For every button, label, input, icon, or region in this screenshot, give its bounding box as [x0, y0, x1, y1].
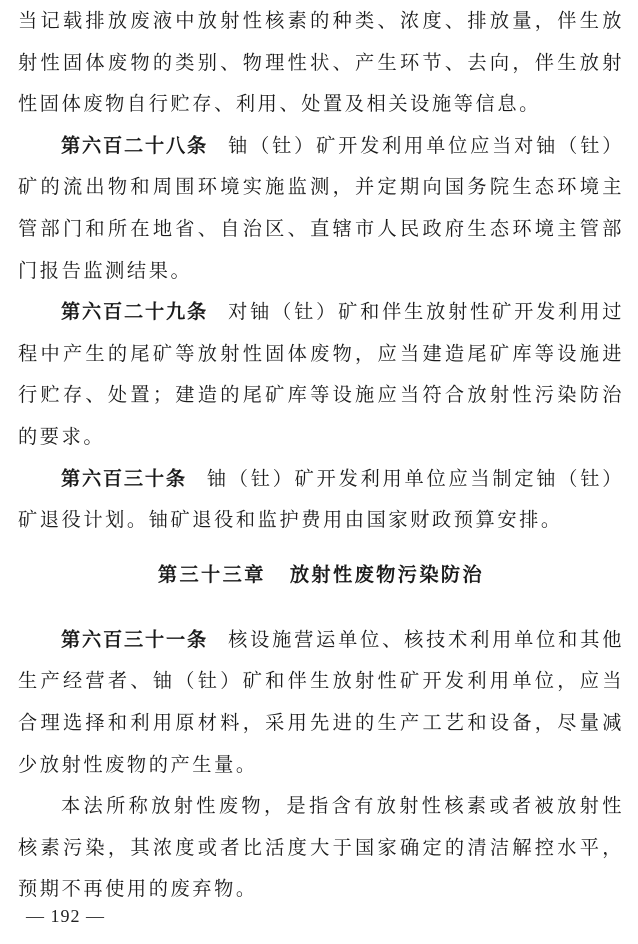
article-text: 核设施营运单位、核技术利用单位和其他生产经营者、铀（钍）矿和伴生放射性矿开发利用单位，应当合理选择和利用原材料，采用先进的生产工艺和设备，尽量减少放射性废物的产生量。 — [18, 627, 624, 776]
article-text: 铀（钍）矿开发利用单位应当对铀（钍）矿的流出物和周围环境实施监测，并定期向国务院生态环境主管部门和所在地省、自治区、直辖市人民政府生态环境主管部门报告监测结果。 — [18, 133, 624, 282]
article-number: 第六百二十八条 — [61, 133, 209, 157]
article-text: 对铀（钍）矿和伴生放射性矿开发利用过程中产生的尾矿等放射性固体废物，应当建造尾矿库等设施进行贮存、处置；建造的尾矿库等设施应当符合放射性污染防治的要求。 — [18, 300, 624, 448]
article-629 — [18, 291, 624, 457]
chapter-heading — [18, 555, 624, 595]
article-628 — [18, 125, 624, 291]
article-number: 第六百三十一条 — [61, 627, 209, 651]
article-630 — [18, 458, 624, 541]
paragraph-definition: 本法所称放射性废物，是指含有放射性核素或者被放射性核素污染，其浓度或者比活度大于国家确定的清洁解控水平，预期不再使用的废弃物。 — [18, 794, 624, 901]
article-number: 第六百三十条 — [61, 466, 187, 490]
page-body — [18, 0, 624, 910]
article-text: 铀（钍）矿开发利用单位应当制定铀（钍）矿退役计划。铀矿退役和监护费用由国家财政预算安排。 — [18, 466, 624, 532]
article-631 — [18, 619, 624, 785]
chapter-number: 第三十三章 — [157, 562, 266, 586]
page-number: — 192 — — [26, 906, 105, 926]
paragraph-continuation: 当记载排放废液中放射性核素的种类、浓度、排放量，伴生放射性固体废物的类别、物理性状、产生环节、去向，伴生放射性固体废物自行贮存、利用、处置及相关设施等信息。 — [18, 9, 624, 116]
article-number: 第六百二十九条 — [61, 300, 209, 324]
chapter-title: 放射性废物污染防治 — [289, 562, 485, 586]
